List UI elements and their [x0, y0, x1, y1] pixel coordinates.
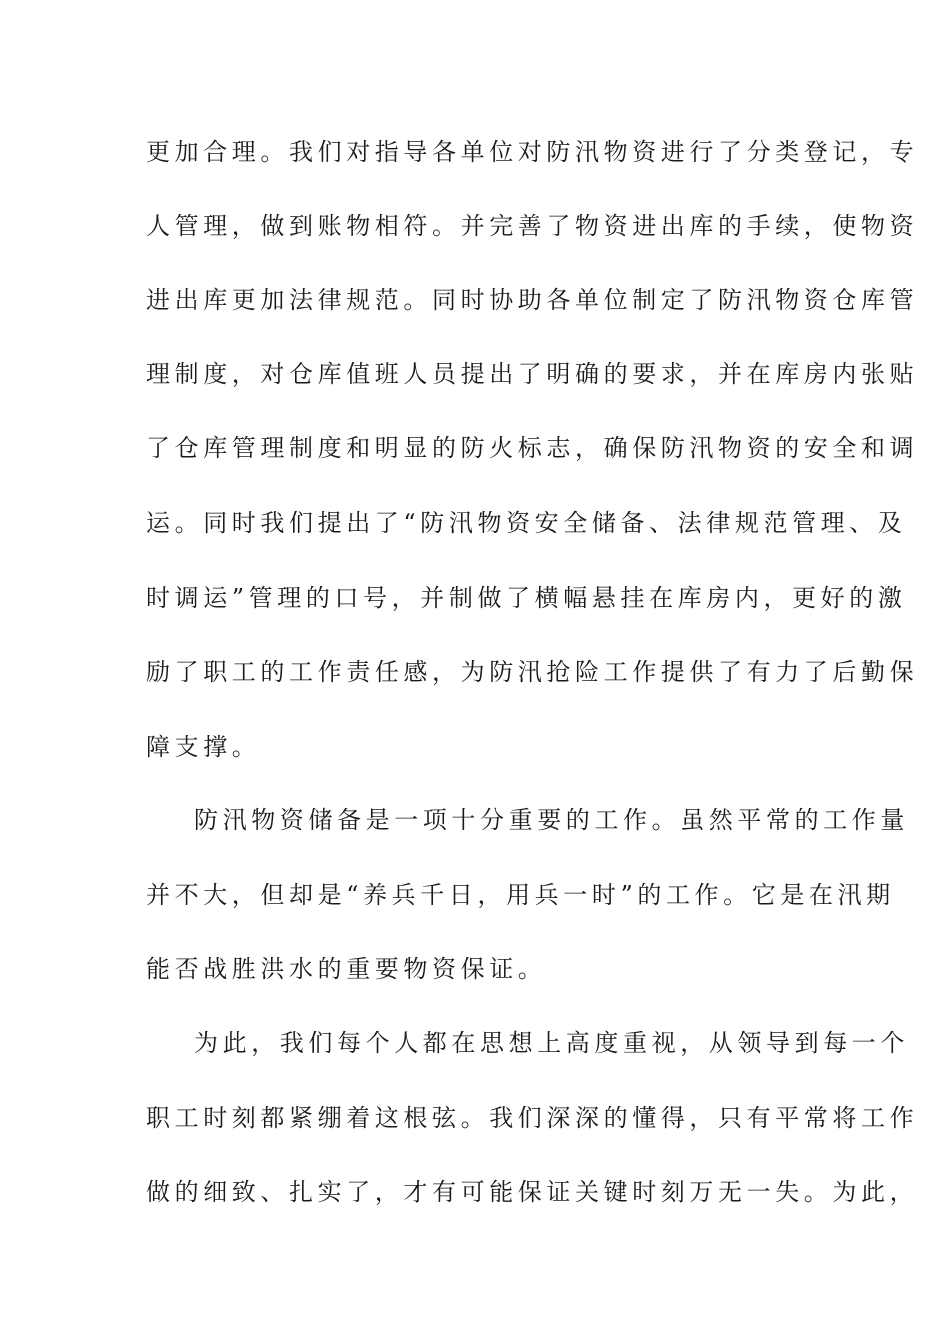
- paragraph-3-line-1: 为此，我们每个人都在思想上高度重视，从领导到每一个: [194, 1029, 909, 1057]
- text-line-8: 励了职工的工作责任感，为防汛抢险工作提供了有力了后勤保: [146, 658, 919, 686]
- text-line-2: 人管理，做到账物相符。并完善了物资进出库的手续，使物资: [146, 212, 919, 240]
- paragraph-3-line-2: 职工时刻都紧绷着这根弦。我们深深的懂得，只有平常将工作: [146, 1104, 919, 1132]
- paragraph-2-line-2: 并不大，但却是“养兵千日，用兵一时”的工作。它是在汛期: [146, 881, 895, 909]
- text-line-4: 理制度，对仓库值班人员提出了明确的要求，并在库房内张贴: [146, 360, 919, 388]
- text-line-5: 了仓库管理制度和明显的防火标志，确保防汛物资的安全和调: [146, 434, 919, 462]
- text-line-1: 更加合理。我们对指导各单位对防汛物资进行了分类登记，专: [146, 138, 919, 166]
- text-line-7: 时调运”管理的口号，并制做了横幅悬挂在库房内，更好的激: [146, 584, 907, 612]
- text-line-6: 运。同时我们提出了“防汛物资安全储备、法律规范管理、及: [146, 509, 907, 537]
- paragraph-3-line-3: 做的细致、扎实了，才有可能保证关键时刻万无一失。为此，: [146, 1178, 919, 1206]
- text-line-9: 障支撑。: [146, 733, 261, 761]
- paragraph-2-line-1: 防汛物资储备是一项十分重要的工作。虽然平常的工作量: [194, 806, 909, 834]
- text-line-3: 进出库更加法律规范。同时协助各单位制定了防汛物资仓库管: [146, 286, 919, 314]
- paragraph-2-line-3: 能否战胜洪水的重要物资保证。: [146, 955, 547, 983]
